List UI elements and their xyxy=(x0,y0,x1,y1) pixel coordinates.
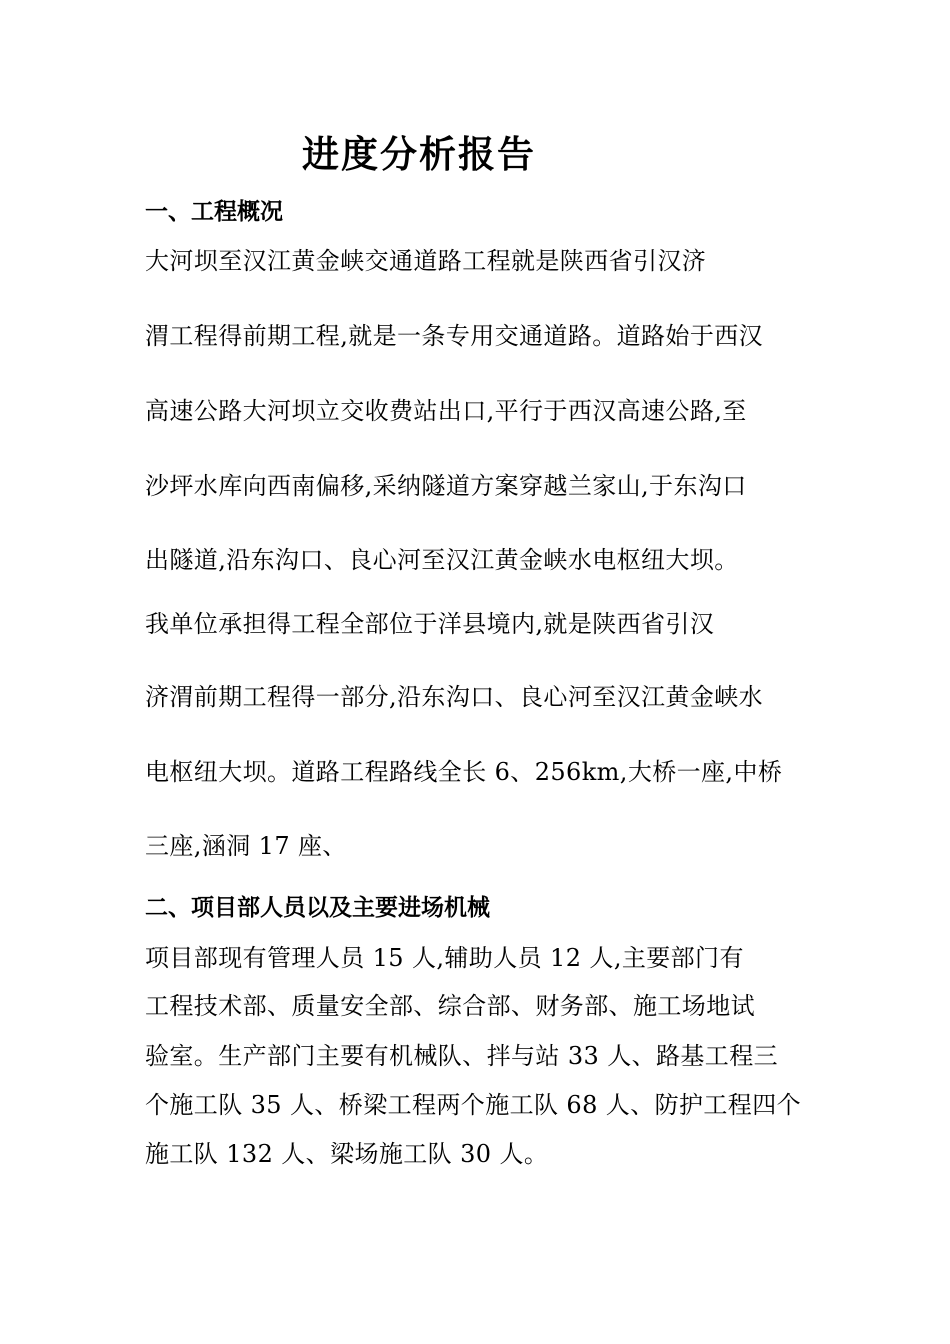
paragraph-line: 大河坝至汉江黄金峡交通道路工程就是陕西省引汉济 xyxy=(145,247,707,275)
paragraph-line: 施工队 132 人、梁场施工队 30 人。 xyxy=(145,1140,549,1168)
paragraph-line: 济渭前期工程得一部分,沿东沟口、良心河至汉江黄金峡水 xyxy=(145,683,764,711)
section-heading-2: 二、项目部人员以及主要进场机械 xyxy=(145,895,490,921)
paragraph-line: 个施工队 35 人、桥梁工程两个施工队 68 人、防护工程四个 xyxy=(145,1091,801,1119)
paragraph-line: 出隧道,沿东沟口、良心河至汉江黄金峡水电枢纽大坝。 xyxy=(145,546,739,574)
paragraph-line: 三座,涵洞 17 座、 xyxy=(145,832,347,860)
document-title: 进度分析报告 xyxy=(302,132,536,176)
paragraph-line: 我单位承担得工程全部位于洋县境内,就是陕西省引汉 xyxy=(145,610,715,638)
paragraph-line: 渭工程得前期工程,就是一条专用交通道路。道路始于西汉 xyxy=(145,322,764,350)
paragraph-line: 沙坪水库向西南偏移,采纳隧道方案穿越兰家山,于东沟口 xyxy=(145,472,747,500)
section-heading-1: 一、工程概况 xyxy=(145,199,283,225)
paragraph-line: 项目部现有管理人员 15 人,辅助人员 12 人,主要部门有 xyxy=(145,944,744,972)
paragraph-line: 高速公路大河坝立交收费站出口,平行于西汉高速公路,至 xyxy=(145,397,747,425)
paragraph-line: 验室。生产部门主要有机械队、拌与站 33 人、路基工程三 xyxy=(145,1042,778,1070)
paragraph-line: 工程技术部、质量安全部、综合部、财务部、施工场地试 xyxy=(145,992,755,1020)
paragraph-line: 电枢纽大坝。道路工程路线全长 6、256km,大桥一座,中桥 xyxy=(145,758,783,786)
